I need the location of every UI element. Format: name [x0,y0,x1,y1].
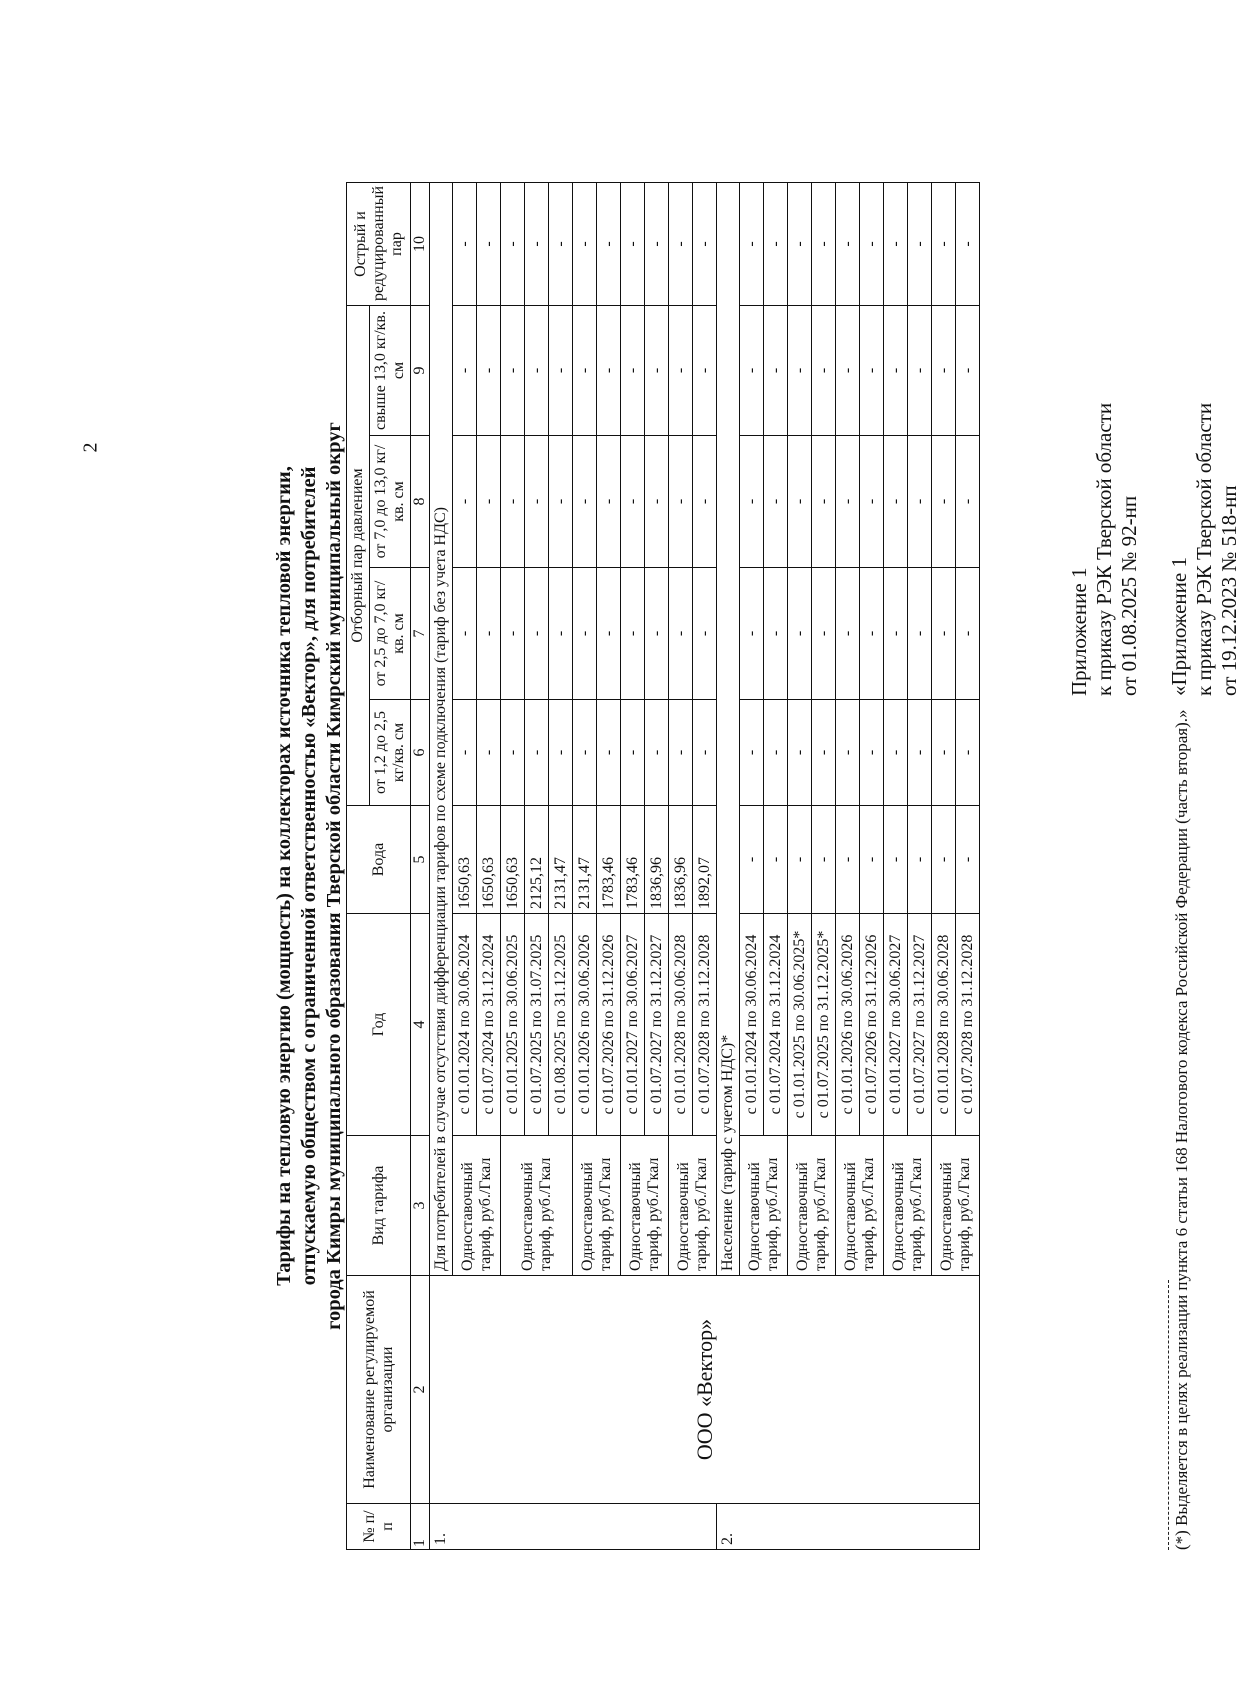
column-number-row [411,183,430,1550]
col-number: 4 [411,914,430,1136]
water-tariff: 1783,46 [597,806,621,914]
col-number: 8 [411,436,430,568]
water-tariff: - [932,806,956,914]
empty-value: - [549,568,573,700]
empty-value: - [884,183,908,306]
empty-value: - [549,700,573,806]
section-title: Население (тариф с учетом НДС)* [717,183,740,1276]
page-number: 2 [79,442,102,453]
period-cell: с 01.08.2025 по 31.12.2025 [549,914,573,1136]
appendix-line: от 19.12.2023 № 518-нп [1217,485,1241,696]
empty-value: - [884,568,908,700]
empty-value: - [477,436,501,568]
empty-value: - [453,183,477,306]
empty-value: - [764,183,788,306]
empty-value: - [812,700,836,806]
water-tariff: 1836,96 [669,806,693,914]
empty-value: - [836,700,860,806]
col-number: 2 [411,1276,430,1504]
empty-value: - [932,183,956,306]
period-cell: с 01.01.2024 по 30.06.2024 [453,914,477,1136]
empty-value: - [645,700,669,806]
empty-value: - [788,306,812,436]
empty-value: - [932,700,956,806]
tariff-type: Одноставочный тариф, руб./Гкал [573,1136,621,1276]
empty-value: - [645,436,669,568]
tariff-table [346,182,980,1550]
empty-value: - [908,568,932,700]
period-cell: с 01.07.2025 по 31.12.2025* [812,914,836,1136]
empty-value: - [621,436,645,568]
header-pressure-3: от 7,0 до 13,0 кг/кв. см [370,436,411,568]
empty-value: - [477,183,501,306]
col-number: 1 [411,1504,430,1550]
appendix-current [1067,403,1142,696]
empty-value: - [693,436,717,568]
empty-value: - [645,568,669,700]
empty-value: - [573,306,597,436]
title-line: Тарифы на тепловую энергию (мощность) на коллекторах источника тепловой энергии, [273,466,295,1286]
empty-value: - [621,183,645,306]
section-number: 1. [430,1504,717,1550]
appendix-line: от 01.08.2025 № 92-нп [1117,495,1141,696]
col-number: 7 [411,568,430,700]
empty-value: - [860,568,884,700]
tariff-type: Одноставочный тариф, руб./Гкал [621,1136,669,1276]
empty-value: - [836,568,860,700]
empty-value: - [932,306,956,436]
empty-value: - [956,183,980,306]
section-number: 2. [717,1504,980,1550]
empty-value: - [549,306,573,436]
period-cell: с 01.01.2028 по 30.06.2028 [669,914,693,1136]
water-tariff: - [860,806,884,914]
empty-value: - [525,306,549,436]
tariff-type: Одноставочный тариф, руб./Гкал [836,1136,884,1276]
empty-value: - [525,700,549,806]
empty-value: - [884,436,908,568]
empty-value: - [932,436,956,568]
empty-value: - [836,306,860,436]
empty-value: - [884,700,908,806]
empty-value: - [812,306,836,436]
empty-value: - [621,568,645,700]
tariff-type: Одноставочный тариф, руб./Гкал [501,1136,573,1276]
header-steam-group: Отборный пар давлением [347,306,370,806]
period-cell: с 01.07.2027 по 31.12.2027 [645,914,669,1136]
empty-value: - [932,568,956,700]
period-cell: с 01.01.2026 по 30.06.2026 [573,914,597,1136]
empty-value: - [860,700,884,806]
empty-value: - [573,568,597,700]
header-pressure-1: от 1,2 до 2,5 кг/кв. см [370,700,411,806]
empty-value: - [669,436,693,568]
period-cell: с 01.07.2026 по 31.12.2026 [860,914,884,1136]
empty-value: - [908,700,932,806]
section-row [430,183,453,1550]
period-cell: с 01.01.2027 по 30.06.2027 [621,914,645,1136]
empty-value: - [740,306,764,436]
empty-value: - [860,436,884,568]
empty-value: - [956,700,980,806]
empty-value: - [956,436,980,568]
footnote-separator [1168,1280,1169,1550]
tariff-type: Одноставочный тариф, руб./Гкал [884,1136,932,1276]
empty-value: - [693,183,717,306]
tariff-type: Одноставочный тариф, руб./Гкал [788,1136,836,1276]
tariff-type: Одноставочный тариф, руб./Гкал [740,1136,788,1276]
period-cell: с 01.01.2028 по 30.06.2028 [932,914,956,1136]
water-tariff: - [812,806,836,914]
period-cell: с 01.01.2027 по 30.06.2027 [884,914,908,1136]
empty-value: - [549,183,573,306]
empty-value: - [501,436,525,568]
empty-value: - [453,700,477,806]
empty-value: - [477,306,501,436]
empty-value: - [788,568,812,700]
water-tariff: 2131,47 [549,806,573,914]
appendix-line: к приказу РЭК Тверской области [1092,402,1116,696]
empty-value: - [501,568,525,700]
document-title [272,326,347,1426]
empty-value: - [525,436,549,568]
header-org: Наименование регулируемой организации [347,1276,411,1504]
empty-value: - [693,568,717,700]
water-tariff: 1836,96 [645,806,669,914]
period-cell: с 01.07.2028 по 31.12.2028 [693,914,717,1136]
section-title: Для потребителей в случае отсутствия дифференциации тарифов по схеме подключения (тариф без учета НДС) [430,183,453,1276]
empty-value: - [693,700,717,806]
appendix-line: Приложение 1 [1067,567,1091,696]
empty-value: - [597,306,621,436]
empty-value: - [860,183,884,306]
header-sharp-steam: Острый и редуцированный пар [347,183,411,306]
col-number: 6 [411,700,430,806]
empty-value: - [669,568,693,700]
water-tariff: 2125,12 [525,806,549,914]
empty-value: - [884,306,908,436]
empty-value: - [621,306,645,436]
header-type: Вид тарифа [347,1136,411,1276]
period-cell: с 01.07.2025 по 31.07.2025 [525,914,549,1136]
col-number: 10 [411,183,430,306]
period-cell: с 01.01.2024 по 30.06.2024 [740,914,764,1136]
empty-value: - [453,306,477,436]
empty-value: - [740,700,764,806]
empty-value: - [860,306,884,436]
period-cell: с 01.07.2024 по 31.12.2024 [764,914,788,1136]
empty-value: - [812,436,836,568]
col-number: 5 [411,806,430,914]
water-tariff: - [836,806,860,914]
water-tariff: - [956,806,980,914]
water-tariff: - [788,806,812,914]
empty-value: - [597,700,621,806]
period-cell: с 01.07.2027 по 31.12.2027 [908,914,932,1136]
organization-name: ООО «Вектор» [430,1276,980,1504]
col-number: 3 [411,1136,430,1276]
empty-value: - [956,306,980,436]
empty-value: - [740,436,764,568]
empty-value: - [669,700,693,806]
title-line: города Кимры муниципального образования Тверской области Кимрский муниципальный округ [323,422,345,1330]
empty-value: - [908,183,932,306]
period-cell: с 01.07.2028 по 31.12.2028 [956,914,980,1136]
appendix-previous [1167,403,1242,696]
empty-value: - [788,183,812,306]
water-tariff: 1650,63 [477,806,501,914]
appendix-line: «Приложение 1 [1167,557,1191,696]
water-tariff: 2131,47 [573,806,597,914]
water-tariff: - [764,806,788,914]
empty-value: - [740,183,764,306]
period-cell: с 01.07.2026 по 31.12.2026 [597,914,621,1136]
water-tariff: - [908,806,932,914]
empty-value: - [908,436,932,568]
period-cell: с 01.01.2025 по 30.06.2025 [501,914,525,1136]
empty-value: - [549,436,573,568]
empty-value: - [525,183,549,306]
header-num: № п/п [347,1504,411,1550]
empty-value: - [453,436,477,568]
header-year: Год [347,914,411,1136]
empty-value: - [764,306,788,436]
header-water: Вода [347,806,411,914]
empty-value: - [764,700,788,806]
empty-value: - [453,568,477,700]
empty-value: - [812,568,836,700]
empty-value: - [477,700,501,806]
empty-value: - [621,700,645,806]
empty-value: - [669,183,693,306]
water-tariff: 1892,07 [693,806,717,914]
empty-value: - [597,183,621,306]
empty-value: - [573,183,597,306]
empty-value: - [597,436,621,568]
empty-value: - [573,436,597,568]
table-body [430,183,980,1550]
empty-value: - [812,183,836,306]
empty-value: - [764,436,788,568]
tariff-type: Одноставочный тариф, руб./Гкал [669,1136,717,1276]
empty-value: - [764,568,788,700]
empty-value: - [477,568,501,700]
empty-value: - [956,568,980,700]
col-number: 9 [411,306,430,436]
appendix-line: к приказу РЭК Тверской области [1192,402,1216,696]
tariff-type: Одноставочный тариф, руб./Гкал [932,1136,980,1276]
header-pressure-4: свыше 13,0 кг/кв. см [370,306,411,436]
water-tariff: 1783,46 [621,806,645,914]
header-pressure-2: от 2,5 до 7,0 кг/кв. см [370,568,411,700]
empty-value: - [501,183,525,306]
water-tariff: - [884,806,908,914]
empty-value: - [836,436,860,568]
empty-value: - [597,568,621,700]
period-cell: с 01.07.2024 по 31.12.2024 [477,914,501,1136]
period-cell: с 01.01.2026 по 30.06.2026 [836,914,860,1136]
title-line: отпускаемую обществом с ограниченной ответственностью «Вектор», для потребителей [298,466,320,1286]
empty-value: - [740,568,764,700]
empty-value: - [501,306,525,436]
empty-value: - [788,436,812,568]
empty-value: - [669,306,693,436]
empty-value: - [836,183,860,306]
period-cell: с 01.01.2025 по 30.06.2025* [788,914,812,1136]
empty-value: - [693,306,717,436]
empty-value: - [645,306,669,436]
water-tariff: 1650,63 [453,806,477,914]
empty-value: - [908,306,932,436]
water-tariff: - [740,806,764,914]
footnote: (*) Выделяется в целях реализации пункта 6 статьи 168 Налогового кодекса Российской Федерации (часть вторая).» [1172,709,1191,1550]
empty-value: - [525,568,549,700]
water-tariff: 1650,63 [501,806,525,914]
empty-value: - [501,700,525,806]
empty-value: - [573,700,597,806]
tariff-type: Одноставочный тариф, руб./Гкал [453,1136,501,1276]
empty-value: - [645,183,669,306]
empty-value: - [788,700,812,806]
